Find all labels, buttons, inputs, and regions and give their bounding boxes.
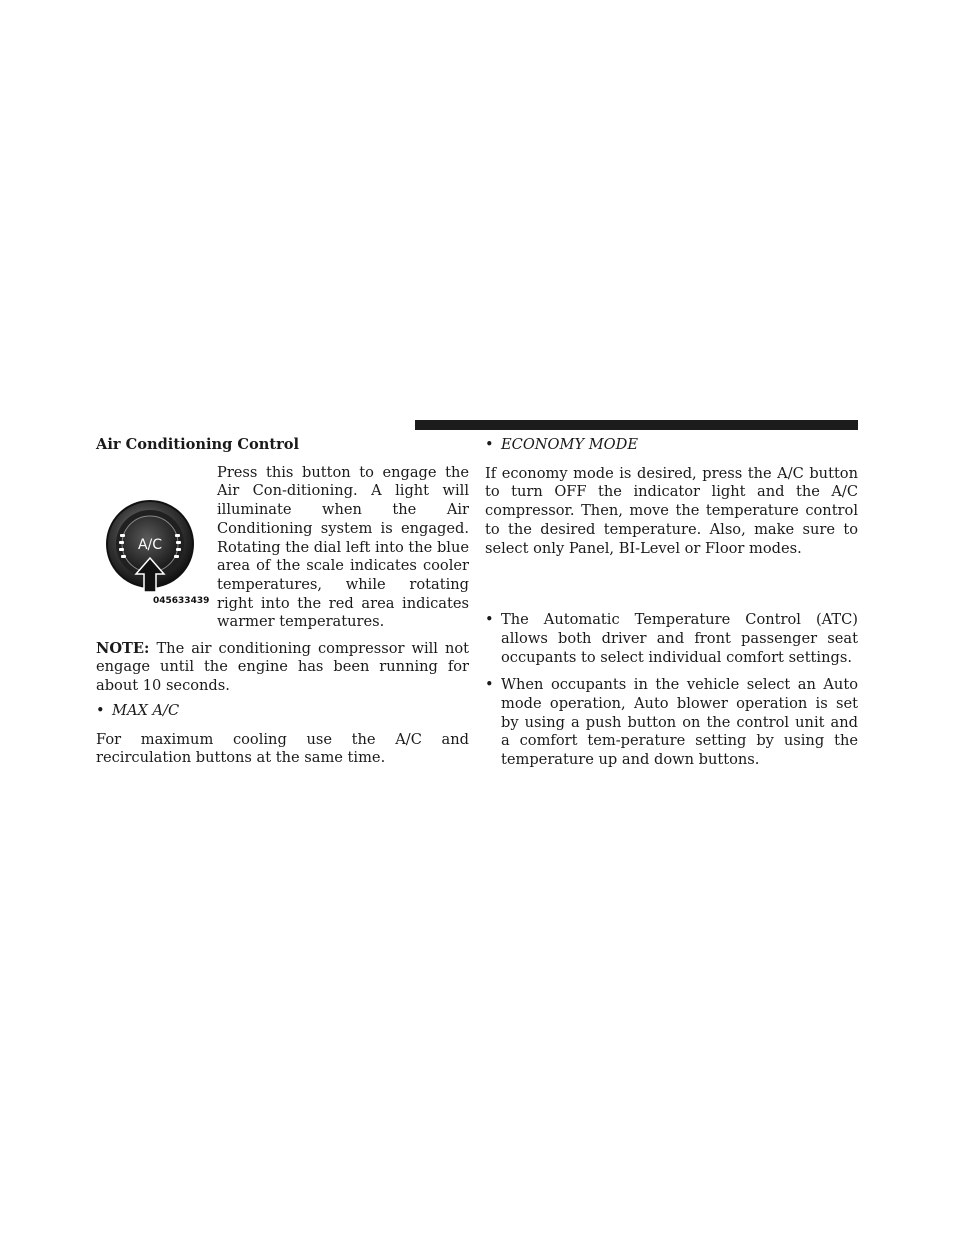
max-ac-paragraph: For maximum cooling use the A/C and recirculation buttons at the same time.	[96, 730, 469, 767]
section-heading: Air Conditioning Control	[96, 436, 300, 453]
section-header-bar	[415, 420, 858, 430]
bullet-dot: •	[485, 676, 494, 694]
figure-code: 045633439	[153, 595, 210, 604]
ac-dial-figure	[106, 484, 216, 604]
economy-paragraph: If economy mode is desired, press the A/C button to turn OFF the indicator light and the A/C compressor. Then, move the temperature control to the desired temperature. Also, make sure to select only Panel, BI-Level or Floor modes.	[485, 464, 858, 557]
bullet-economy	[485, 436, 858, 455]
bullet-atc	[485, 611, 858, 667]
bullet-auto-mode	[485, 676, 858, 770]
note-text: The air conditioning compressor will not engage until the engine has been running for about 10 seconds.	[96, 639, 470, 695]
bullet-dot: •	[485, 436, 494, 453]
ac-description: Press this button to engage the Air Con-ditioning. A light will illuminate when the Air Conditioning system is engaged. Rotating the dial left into the blue area of the scale indicates cooler temperatures, while rotating right into the red area indicates warmer temperatures.	[217, 463, 469, 631]
ac-dial-icon	[106, 484, 216, 604]
bullet-dot: •	[96, 701, 105, 719]
bullet-max-ac	[96, 702, 469, 721]
bullet-dot: •	[485, 611, 494, 629]
right-column	[485, 436, 858, 770]
bullet-auto-mode-text: When occupants in the vehicle select an Auto mode operation, Auto blower operation is set by using a push button on the control unit and a comfort tem-perature setting by using the temperature up and down buttons.	[501, 676, 858, 769]
note-paragraph	[96, 640, 469, 696]
bullet-economy-label: ECONOMY MODE	[501, 436, 638, 453]
ac-button-label: A/C	[137, 536, 163, 553]
bullet-atc-text: The Automatic Temperature Control (ATC) allows both driver and front passenger seat occupants to select individual comfort settings.	[501, 611, 858, 666]
bullet-max-ac-label: MAX A/C	[112, 701, 180, 719]
ac-figure-row	[96, 463, 469, 631]
note-label: NOTE:	[96, 639, 150, 657]
left-column	[96, 436, 469, 768]
